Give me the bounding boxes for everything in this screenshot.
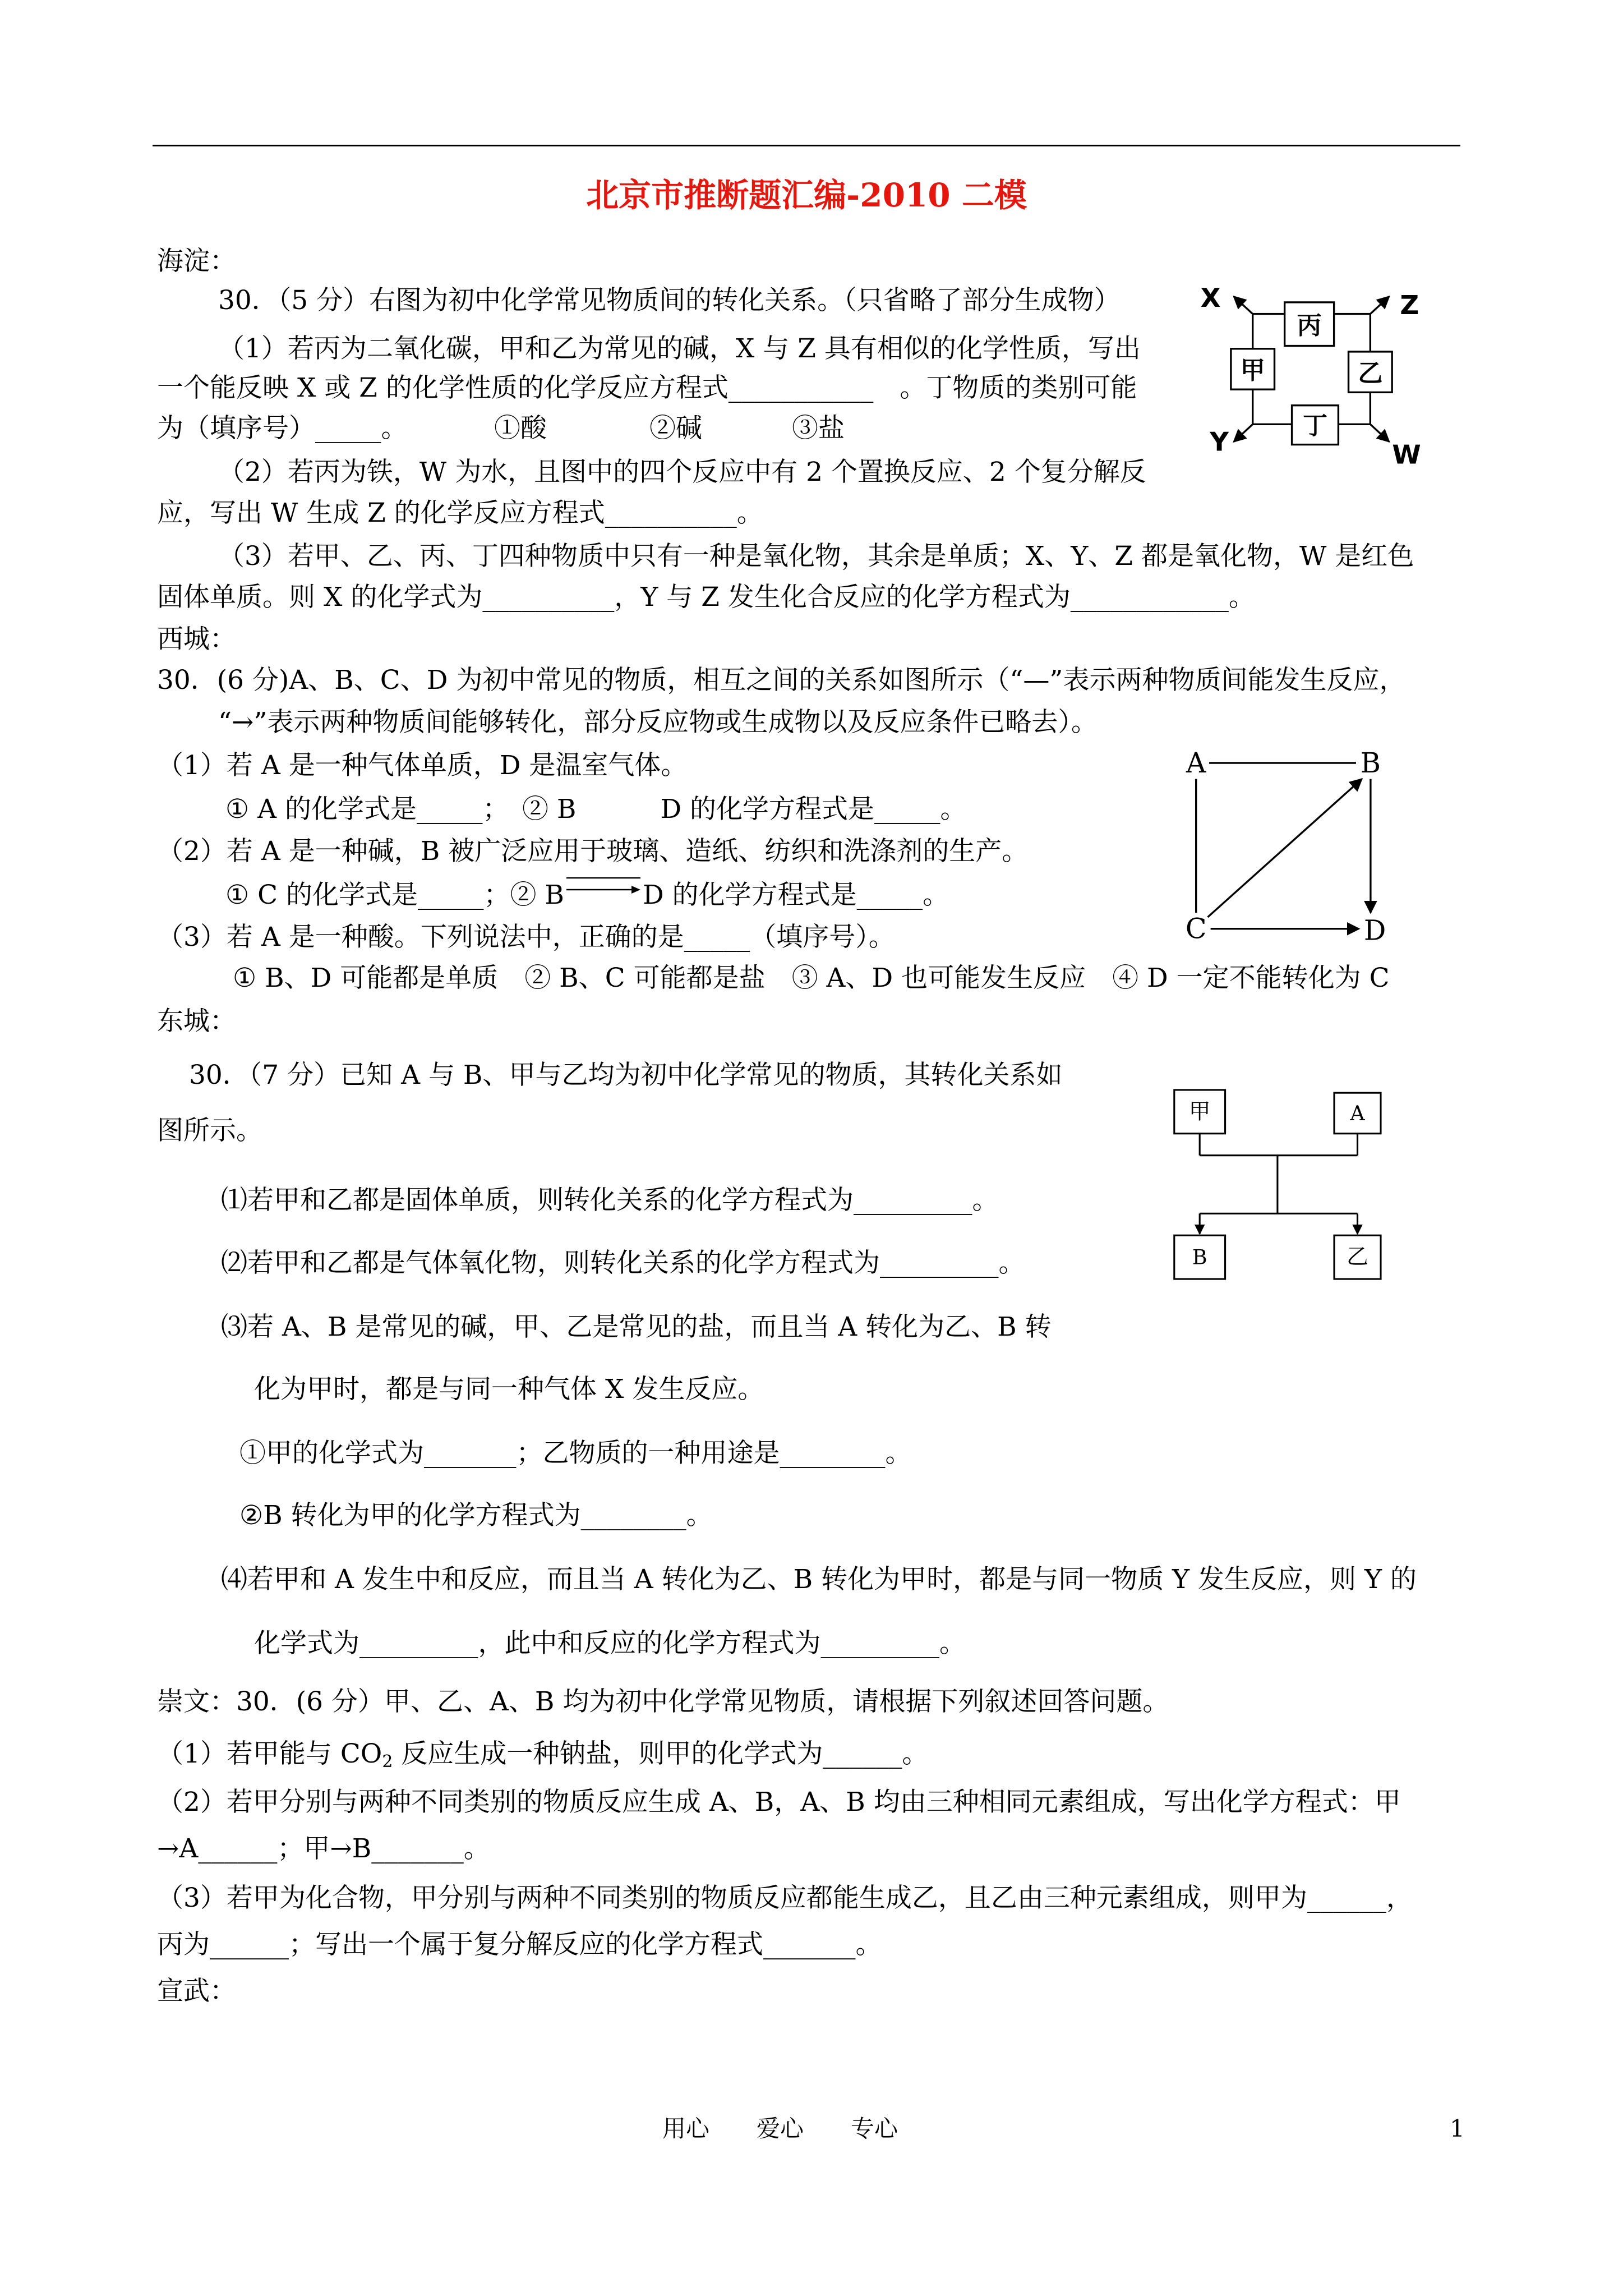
dongcheng-q3-item1: ①甲的化学式为_______；乙物质的一种用途是________。 [239,1438,912,1469]
chongwen-question-intro: 崇文：30．(6 分）甲、乙、A、B 均为初中化学常见物质，请根据下列叙述回答问题。 [157,1686,1169,1717]
haidian-q3-line1: （3）若甲、乙、丙、丁四种物质中只有一种是氧化物，其余是单质；X、Y、Z 都是氧化物，W 是红色 [218,541,1414,572]
arrow-to-y [1234,424,1253,441]
xicheng-question-intro: 30．(6 分)A、B、C、D 为初中常见的物质，相互之间的关系如图所示（“—”表示两种物质间能发生反应， [157,665,1406,696]
haidian-option-salt: ③盐 [792,413,845,444]
haidian-q2-line1: （2）若丙为铁，W 为水，且图中的四个反应中有 2 个置换反应、2 个复分解反 [218,457,1146,487]
chongwen-q1 [157,1738,929,1772]
chongwen-q2-line2: →A______；甲→B_______。 [157,1833,490,1864]
node-d-label: D [1363,914,1386,947]
haidian-q1-line2: 一个能反映 X 或 Z 的化学性质的化学反应方程式___________ 。丁物质的类别可能 [157,372,1137,403]
xicheng-q3: （3）若 A 是一种酸。下列说法中，正确的是_____（填序号）。 [157,922,895,953]
xicheng-q2-item-end: D 的化学方程式是_____。 [642,880,949,910]
haidian-transformation-diagram [1192,276,1438,480]
box-jia-label: 甲 [1188,1099,1211,1125]
dongcheng-q1: ⑴若甲和乙都是固体单质，则转化关系的化学方程式为_________。 [221,1185,999,1216]
dongcheng-question-intro-end: 图所示。 [157,1115,262,1146]
dongcheng-q2: ⑵若甲和乙都是气体氧化物，则转化关系的化学方程式为_________。 [221,1248,1025,1278]
box-b-label: B [1192,1245,1207,1269]
b-to-d-arrow-icon [564,876,643,910]
chongwen-q1-start: （1）若甲能与 CO [157,1738,382,1769]
dongcheng-conversion-diagram [1163,1083,1395,1286]
chongwen-q1-end: 反应生成一种钠盐，则甲的化学式为______。 [393,1738,929,1769]
dongcheng-q4-line2: 化学式为_________，此中和反应的化学方程式为_________。 [254,1628,966,1659]
region-label-xuanwu: 宣武： [157,1976,236,2007]
haidian-question-intro: 30．（5 分）右图为初中化学常见物质间的转化关系。（只省略了部分生成物） [218,285,1121,316]
box-a-label: A [1350,1101,1365,1125]
xicheng-q1-item-end: D 的化学方程式是_____。 [660,794,967,825]
xicheng-q2-item [225,882,949,909]
footer-motto: 用心 爱心 专心 [662,2115,898,2142]
node-c-label: C [1185,912,1207,945]
xicheng-question-note: “→”表示两种物质间能够转化，部分反应物或生成物以及反应条件已略去）。 [218,707,1098,738]
page-title: 北京市推断题汇编-2010 二模 [586,176,1027,214]
haidian-q3-line2: 固体单质。则 X 的化学式为__________，Y 与 Z 发生化合反应的化学方程式为____________。 [157,582,1255,613]
box-bing-label: 丙 [1297,311,1322,340]
xicheng-q3-options: ① B、D 可能都是单质 ② B、C 可能都是盐 ③ A、D 也可能发生反应 ④ D 一定不能转化为 C [233,963,1390,993]
b-to-d-arrow [564,882,643,909]
co2-subscript: 2 [382,1752,393,1772]
dongcheng-q3-line1: ⑶若 A、B 是常见的碱，甲、乙是常见的盐，而且当 A 转化为乙、B 转 [221,1312,1052,1342]
node-a-label: A [1186,747,1206,780]
header-rule [153,145,1460,146]
corner-label-z: Z [1400,290,1419,321]
dongcheng-q4-line1: ⑷若甲和 A 发生中和反应，而且当 A 转化为乙、B 转化为甲时，都是与同一物质 Y 发生反应，则 Y 的 [221,1564,1417,1595]
chongwen-q3-line1: （3）若甲为化合物，甲分别与两种不同类别的物质反应都能生成乙，且乙由三种元素组成，则甲为______， [157,1883,1413,1913]
xicheng-q2: （2）若 A 是一种碱，B 被广泛应用于玻璃、造纸、纺织和洗涤剂的生产。 [157,836,1029,867]
box-yi-label: 乙 [1347,1244,1368,1270]
arrow-to-x [1234,297,1253,314]
region-label-haidian: 海淀： [157,246,236,277]
xicheng-q1: （1）若 A 是一种气体单质，D 是温室气体。 [157,750,688,781]
xicheng-q1-item-start: ① A 的化学式是_____； ② B [225,794,577,825]
region-label-dongcheng: 东城： [157,1006,236,1037]
corner-label-y: Y [1210,426,1229,457]
chongwen-q2-line1: （2）若甲分别与两种不同类别的物质反应生成 A、B，A、B 均由三种相同元素组成，写出化学方程式：甲 [157,1787,1401,1818]
box-jia-label: 甲 [1240,356,1265,385]
haidian-q2-line2: 应，写出 W 生成 Z 的化学反应方程式__________。 [157,498,763,528]
xicheng-q2-item-start: ① C 的化学式是_____；② B [225,880,564,910]
arrow-head [631,886,640,894]
haidian-option-acid: ①酸 [494,413,547,444]
chongwen-q3-line2: 丙为______；写出一个属于复分解反应的化学方程式_______。 [157,1929,882,1960]
corner-label-w: W [1392,439,1421,470]
box-yi-label: 乙 [1358,359,1383,388]
arrow-c-to-b [1207,779,1362,917]
xicheng-relation-diagram [1170,738,1403,949]
b-to-d-gap [576,796,660,823]
haidian-option-base: ②碱 [649,413,702,444]
xicheng-q1-item [225,796,967,823]
dongcheng-q3-item2: ②B 转化为甲的化学方程式为________。 [239,1500,713,1531]
page-number: 1 [1450,2115,1465,2142]
region-label-xicheng: 西城： [157,624,236,655]
corner-label-x: X [1200,283,1221,314]
haidian-q1-line1: （1）若丙为二氧化碳，甲和乙为常见的碱，X 与 Z 具有相似的化学性质，写出 [218,333,1141,364]
arrow-to-z [1370,297,1389,314]
arrow-to-w [1370,424,1389,441]
box-ding-label: 丁 [1303,411,1327,440]
haidian-q1-line3: 为（填序号）_____。 [157,413,408,444]
dongcheng-q3-line2: 化为甲时，都是与同一种气体 X 发生反应。 [254,1374,764,1405]
node-b-label: B [1360,747,1381,780]
dongcheng-question-intro: 30．（7 分）已知 A 与 B、甲与乙均为初中化学常见的物质，其转化关系如 [189,1060,1063,1091]
